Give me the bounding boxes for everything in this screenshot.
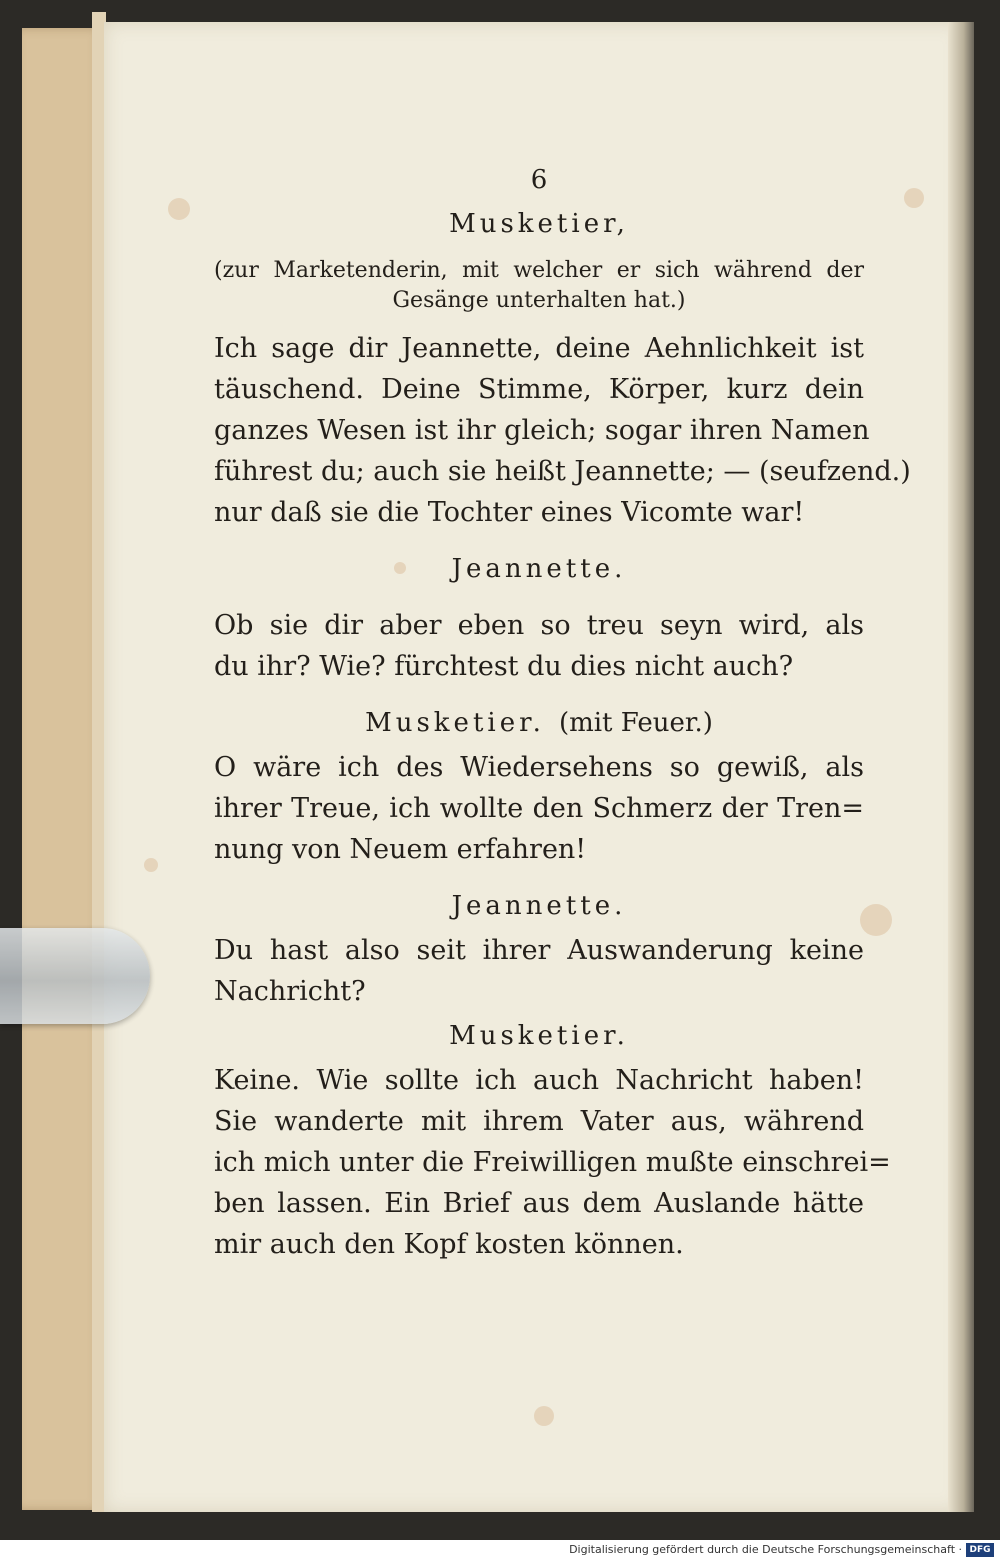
text-line: Nachricht? [214, 976, 366, 1007]
text-line: Ob sie dir aber eben so treu seyn wird, als [214, 610, 864, 641]
speaker-name: Musketier [449, 209, 617, 239]
page-number: 6 [530, 165, 548, 195]
text-line: ich mich unter die Freiwilligen mußte einschrei= [214, 1147, 891, 1178]
funding-note: Digitalisierung gefördert durch die Deutsche Forschungsgemeinschaft · [569, 1543, 962, 1556]
text-line: nung von Neuem erfahren! [214, 834, 587, 865]
text-line: mir auch den Kopf kosten können. [214, 1229, 684, 1260]
foxing-spot [534, 1406, 554, 1426]
text-line: ihrer Treue, ich wollte den Schmerz der Tren= [214, 793, 864, 824]
text-line: führest du; auch sie heißt Jeannette; — (seufzend.) [214, 456, 911, 487]
speaker-punctuation: , [616, 209, 629, 239]
page-text [214, 160, 911, 1265]
text-line: Sie wanderte mit ihrem Vater aus, während [214, 1106, 864, 1137]
stage-direction: (mit Feuer.) [558, 708, 713, 738]
speaker-heading [214, 200, 864, 248]
text-line: täuschend. Deine Stimme, Körper, kurz dein [214, 374, 864, 405]
stage-direction: (zur Marketenderin, mit welcher er sich während der Gesänge unterhalten hat.) [214, 258, 864, 313]
foxing-spot [168, 198, 190, 220]
text-line: O wäre ich des Wiedersehens so gewiß, als [214, 752, 864, 783]
speaker-heading: Jeannette. [451, 554, 627, 584]
text-line: nur daß sie die Tochter eines Vicomte war! [214, 497, 805, 528]
text-line: Du hast also seit ihrer Auswanderung keine [214, 935, 864, 966]
dfg-logo: DFG [966, 1543, 994, 1557]
text-line: ben lassen. Ein Brief aus dem Auslande hätte [214, 1188, 864, 1219]
speaker-name: Musketier. [365, 708, 545, 738]
page-gutter [948, 22, 974, 1512]
foxing-spot [860, 904, 892, 936]
text-line: du ihr? Wie? fürchtest du dies nicht auch? [214, 651, 794, 682]
text-line: ganzes Wesen ist ihr gleich; sogar ihren Namen [214, 415, 870, 446]
speaker-heading [214, 699, 864, 747]
speaker-heading: Musketier. [449, 1021, 629, 1051]
page-clip [0, 928, 150, 1024]
text-line: Keine. Wie sollte ich auch Nachricht haben! [214, 1065, 864, 1096]
digitization-footer [0, 1540, 1000, 1560]
speaker-heading: Jeannette. [451, 891, 627, 921]
text-line: Ich sage dir Jeannette, deine Aehnlichkeit ist [214, 333, 864, 364]
foxing-spot [904, 188, 924, 208]
foxing-spot [144, 858, 158, 872]
